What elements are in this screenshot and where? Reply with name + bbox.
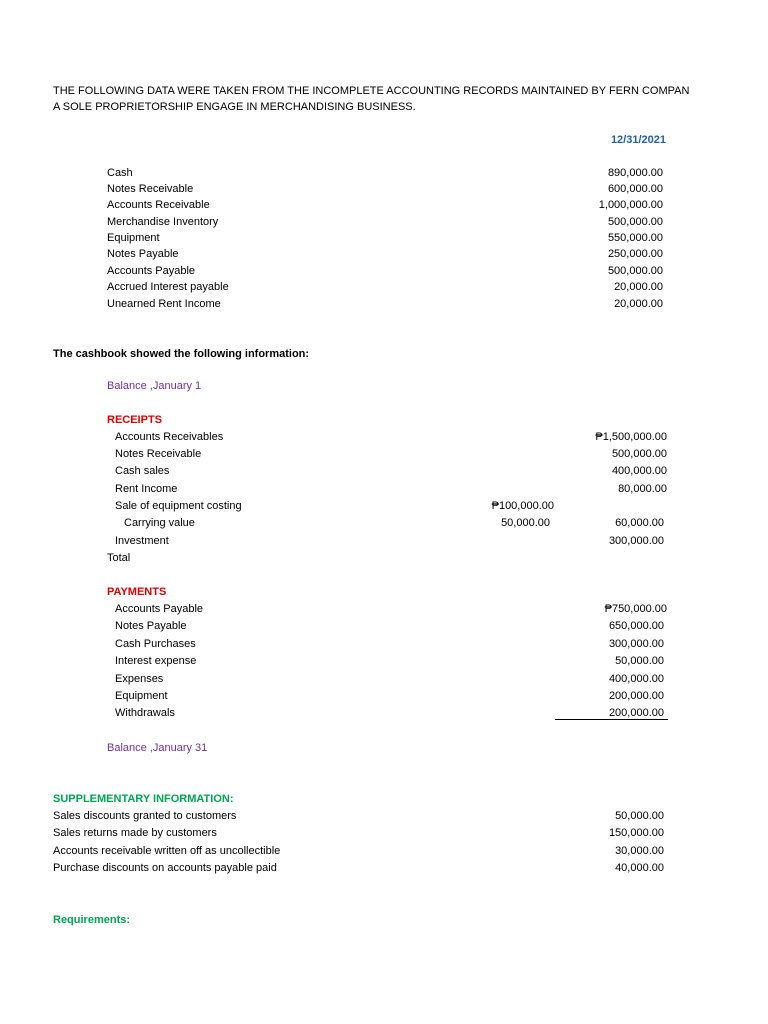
list-item bbox=[0, 166, 768, 183]
balance-label: Notes Receivable bbox=[107, 183, 194, 195]
list-item bbox=[0, 430, 768, 447]
supplementary-amount: 30,000.00 bbox=[615, 845, 664, 857]
list-item bbox=[0, 215, 768, 232]
list-item bbox=[0, 689, 768, 706]
header-line-2: A SOLE PROPRIETORSHIP ENGAGE IN MERCHANDISING BUSINESS. bbox=[53, 101, 416, 113]
balance-amount: 500,000.00 bbox=[607, 216, 663, 228]
list-item bbox=[0, 231, 768, 248]
receipt-label: Cash sales bbox=[115, 465, 170, 477]
balance-close: Balance ,January 31 bbox=[107, 742, 208, 754]
receipt-amount: 80,000.00 bbox=[618, 483, 667, 495]
list-item bbox=[0, 264, 768, 281]
supplementary-heading: SUPPLEMENTARY INFORMATION: bbox=[53, 793, 234, 805]
payment-label: Equipment bbox=[115, 690, 168, 702]
receipt-label: Sale of equipment costing bbox=[115, 500, 242, 512]
list-item bbox=[0, 809, 768, 826]
list-item bbox=[0, 706, 768, 723]
balance-label: Equipment bbox=[107, 232, 160, 244]
receipt-mid-amount: 50,000.00 bbox=[501, 517, 550, 529]
payment-amount: 200,000.00 bbox=[608, 707, 664, 719]
balance-open: Balance ,January 1 bbox=[107, 380, 202, 392]
balance-amount: 250,000.00 bbox=[607, 248, 663, 260]
list-item bbox=[0, 482, 768, 499]
payment-amount: 200,000.00 bbox=[608, 690, 664, 702]
payment-amount: 400,000.00 bbox=[608, 673, 664, 685]
payment-label: Withdrawals bbox=[115, 707, 175, 719]
list-item bbox=[0, 654, 768, 671]
receipt-amount: 60,000.00 bbox=[615, 517, 664, 529]
receipt-amount: ₱1,500,000.00 bbox=[595, 431, 667, 443]
list-item bbox=[0, 182, 768, 199]
receipt-mid-amount: ₱100,000.00 bbox=[491, 500, 554, 512]
payment-amount: 50,000.00 bbox=[615, 655, 664, 667]
list-item bbox=[0, 672, 768, 689]
payment-label: Notes Payable bbox=[115, 620, 187, 632]
receipt-amount: 500,000.00 bbox=[611, 448, 667, 460]
supplementary-amount: 40,000.00 bbox=[615, 862, 664, 874]
list-item bbox=[0, 619, 768, 636]
supplementary-label: Sales discounts granted to customers bbox=[53, 810, 237, 822]
receipts-total-label: Total bbox=[107, 552, 131, 564]
balance-label: Notes Payable bbox=[107, 248, 179, 260]
supplementary-label: Purchase discounts on accounts payable paid bbox=[53, 862, 277, 874]
receipts-heading: RECEIPTS bbox=[107, 414, 163, 426]
payment-amount: 650,000.00 bbox=[608, 620, 664, 632]
list-item bbox=[0, 297, 768, 314]
report-date: 12/31/2021 bbox=[610, 134, 666, 146]
balance-amount: 20,000.00 bbox=[614, 298, 663, 310]
receipt-label: Notes Receivable bbox=[115, 448, 202, 460]
list-item bbox=[0, 247, 768, 264]
balance-label: Accrued Interest payable bbox=[107, 281, 229, 293]
balance-label: Accounts Receivable bbox=[107, 199, 210, 211]
payment-label: Expenses bbox=[115, 673, 164, 685]
list-item bbox=[0, 602, 768, 619]
receipt-amount: 300,000.00 bbox=[608, 535, 664, 547]
payment-amount: 300,000.00 bbox=[608, 638, 664, 650]
supplementary-amount: 50,000.00 bbox=[615, 810, 664, 822]
header-line-1: THE FOLLOWING DATA WERE TAKEN FROM THE INCOMPLETE ACCOUNTING RECORDS MAINTAINED BY FERN COMPAN bbox=[53, 85, 690, 97]
list-item bbox=[0, 280, 768, 297]
cashbook-title: The cashbook showed the following information: bbox=[53, 348, 310, 360]
payment-label: Interest expense bbox=[115, 655, 197, 667]
list-item bbox=[0, 499, 768, 516]
balance-amount: 20,000.00 bbox=[614, 281, 663, 293]
receipt-label: Investment bbox=[115, 535, 169, 547]
receipt-label: Accounts Receivables bbox=[115, 431, 224, 443]
list-item bbox=[0, 464, 768, 481]
balance-amount: 600,000.00 bbox=[607, 183, 663, 195]
payments-underline bbox=[555, 719, 668, 720]
receipt-label: Rent Income bbox=[115, 483, 178, 495]
payments-heading: PAYMENTS bbox=[107, 586, 167, 598]
list-item bbox=[0, 534, 768, 551]
balance-label: Accounts Payable bbox=[107, 265, 196, 277]
payment-label: Cash Purchases bbox=[115, 638, 196, 650]
list-item bbox=[0, 516, 768, 533]
balance-amount: 500,000.00 bbox=[607, 265, 663, 277]
balance-amount: 1,000,000.00 bbox=[598, 199, 663, 211]
list-item bbox=[0, 826, 768, 843]
list-item bbox=[0, 637, 768, 654]
balance-amount: 890,000.00 bbox=[607, 167, 663, 179]
balance-amount: 550,000.00 bbox=[607, 232, 663, 244]
list-item bbox=[0, 447, 768, 464]
supplementary-label: Sales returns made by customers bbox=[53, 827, 217, 839]
receipt-amount: 400,000.00 bbox=[611, 465, 667, 477]
supplementary-label: Accounts receivable written off as uncollectible bbox=[53, 845, 281, 857]
list-item bbox=[0, 861, 768, 878]
list-item bbox=[0, 198, 768, 215]
receipt-label: Carrying value bbox=[124, 517, 195, 529]
balance-label: Merchandise Inventory bbox=[107, 216, 219, 228]
requirements-heading: Requirements: bbox=[53, 914, 131, 926]
payment-label: Accounts Payable bbox=[115, 603, 204, 615]
supplementary-amount: 150,000.00 bbox=[608, 827, 664, 839]
payment-amount: ₱750,000.00 bbox=[604, 603, 667, 615]
balance-label: Unearned Rent Income bbox=[107, 298, 221, 310]
list-item bbox=[0, 844, 768, 861]
balance-label: Cash bbox=[107, 167, 133, 179]
